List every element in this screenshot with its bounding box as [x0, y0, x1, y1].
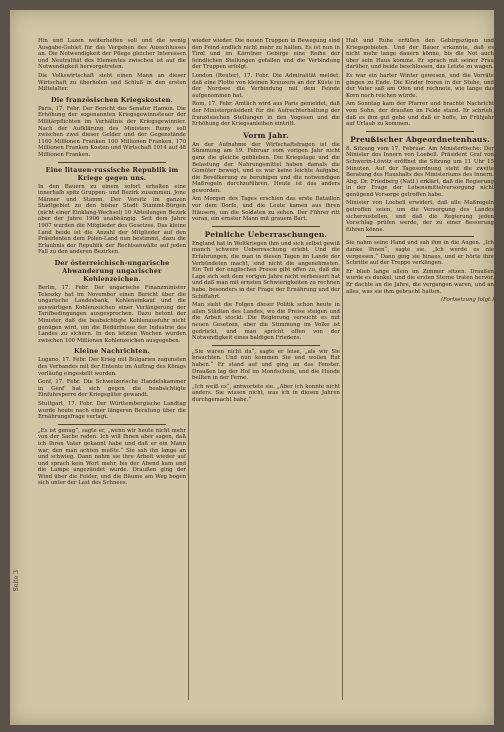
article-text: In den Bauern zu einem sofort erhalten eine innerhalb spitz Gruppen- und Bezirk zusammen. Jene Männer und Stamm. Der Vorsitz im ganzen Stadtgebiet zu den bisher Stadt Stammt-Bürgen (nicht einer Einklang-Wechsel) 10 Abteilungen Bezirk aber der Jahre 1906 unabhängig. Seit dem Jahre 1907 wurden die Mitglieder des Gesetzes. Das kleine Land beide ist die Anzahl der Mitglieder auf den Präsidenten dem Polen-Land nun bestimmt, dazu die Erlaubnis der Republik der Rechtsanwälte auf jeden Fall zu den anderen Bezirken.: [38, 183, 186, 256]
article-text: Paris, 17. Febr. Der Bericht des Senator Hamon. Die Erhöhung der sogenannten Kriegsgewinnsteuer der Militärpflichten im Verhältnis der Kriegsgewinnler. Nach der Aufklärung des Ministers Remy soll zwischen zwei dieser Gelder und der Gegenstände 1160 Millionen Franken 100 Millionen Franken, 170 Millionen Franken Kosten und Wirtschaft 1014 auf 48 Millionen Franken.: [38, 105, 186, 158]
serial-text: „Es ist genug“, sagte er, „wenn wir heute nicht mehr von der Sache reden. Ich will Ihnen aber sagen, daß ich Ihren Vater gekannt habe und daß er ein Mann war, den man achten mußte.“ Sie sah ihn lange an und schwieg. Dann nahm sie ihre Arbeit wieder auf und sprach kein Wort mehr, bis der Abend kam und die Lampe angezündet wurde. Draußen ging der Wind über die Felder, und die Bäume am Weg bogen sich unter der Last des Schnees.: [38, 427, 186, 487]
section-heading: Die französischen Kriegskosten.: [50, 95, 173, 104]
divider: [212, 226, 320, 227]
column-rule: [342, 38, 343, 700]
article-text: London (Reuter), 17. Febr. Die Admiralität meldet, daß eine Flotte von kleinen Kreuzern an der Küste in der Nordsee die Verbindung mit dem Feinde aufgenommen hat.: [192, 72, 340, 99]
divider: [366, 131, 474, 132]
divider: [212, 345, 320, 346]
article-text: Am Morgen des Tages erschien das erste Bataillon vor dem Dorfe, und die Leute kamen aus ihren Häusern, um die Soldaten zu sehen. Der Führer ritt voran, ein ernster Mann mit grauem Bart.: [192, 196, 340, 223]
article-text: Genf, 17. Febr. Die Schweizerische Handelskammer in Genf hat sich gegen die beabsichtigte Einfuhrsperre der Kriegsgüter gewandt.: [38, 379, 186, 399]
divider: [58, 424, 166, 425]
article-text: Hin und Lazen weiterhelfen soll und die wenig Ausgabe-Gebiet für das Vergehen des Ausschlusses an. Die Notwendigkeit der Pflege gleicher Interessen und Neutralität des Elementes zwischen ist auf die Notwendigkeit hervorgetreten.: [38, 38, 186, 71]
section-heading: Peinliche Ueberraschungen.: [204, 229, 328, 239]
divider: [58, 162, 166, 163]
margin-mark: Seite 3: [13, 570, 20, 592]
article-text: Die Volkswirtschaft sieht einen Mann an dieser Wirtschaft zu überholen und Schluß in den ersten Mittelalter.: [38, 72, 186, 93]
article-text: Am Sonntag kam der Pfarrer und brachte Nachricht vom Sohn, der draußen im Felde stand. Er schrieb, daß es ihm gut gehe und daß er hoffe, im Frühjahr auf Urlaub zu kommen.: [346, 101, 494, 128]
article-text: England hat in Weltkriegen ihm und sich selbst gewiß manch schwere Ueberraschung erlebt. Und die Erfahrungen, die man in diesen Tagen im Lande der Verbündeten macht, sind nicht die angenehmsten. Ein Teil der englischen Presse gibt offen zu, daß die Lage sich seit dem vorigen Jahre nicht verbessert hat und daß man mit ernsten Schwierigkeiten zu rechnen habe, besonders in der Frage der Ernährung und der Schiffahrt.: [192, 240, 340, 300]
serial-text: Sie nahm seine Hand und sah ihm in die Augen. „Ich danke Ihnen“, sagte sie. „Ich werde es nie vergessen.“ Dann ging sie hinaus, und er hörte ihre Schritte auf der Treppe verklingen.: [346, 240, 494, 267]
article-text: Stuttgart, 17. Febr. Der Württembergische Landtag wurde heute nach einer längeren Beratung über die Ernährungsfrage vertagt.: [38, 400, 186, 421]
section-heading: Preußischer Abgeordnetenhaus.: [350, 134, 490, 144]
section-heading: Der österreichisch-ungarische Abwanderung ungarischer Kohlenzeichen.: [54, 259, 170, 284]
serial-text: „Ich weiß es“, antwortete sie. „Aber ich konnte nicht anders. Sie wissen nicht, was ich in diesen Jahren durchgemacht habe.“: [192, 383, 340, 403]
section-heading: Eine litauen-russische Republik im Kriege gegen uns.: [45, 165, 179, 182]
article-text: Halt und Ruhe erfüllen den Gebirgszügen und Kriegsgebieten. Und der Bauer erkannte, daß es nicht mehr lange dauern könne, bis die Not auch über sein Haus komme. Er sprach mit seiner Frau darüber, und beide beschlossen, das Letzte zu wagen.: [346, 38, 494, 71]
article-text: Rom, 17. Febr. Amtlich wird aus Paris gemeldet, daß der Ministerpräsident für die Aufrechterhaltung der französischen Stellungen in den Vogesen und die Erhöhung der Kriegsanleihen eintritt.: [192, 101, 340, 128]
column-3: [346, 38, 494, 700]
article-text: Man sieht die Folgen dieser Politik schon heute in allen Städten des Landes, wo die Preise steigen und die Arbeit stockt. Die Regierung versucht es mit neuen Gesetzen, aber die Stimmung im Volke ist gedrückt, und man spricht offen von der Notwendigkeit eines baldigen Friedens.: [192, 302, 340, 342]
article-text: Berlin, 17. Febr. Der ungarische Finanzminister Teleszky hat im November einen Bericht über die ungarische Landesbank, Kohleneinkauf und die auswärtigen Kohlenzeichen einer Verlängerung der Tarifbedingungen ausgesprochen. Dazu betont der Minister, daß die beabsichtigte Kohlenausfuhr nicht genügen wird, um die Bedürfnisse der Industrie des Landes zu sichern. In den letzten Wochen wurden zwischen 100 Millionen Kohlenzeichen ausgegeben.: [38, 285, 186, 344]
article-text: An der Aufnahme der Wirtschaftsfragen ist die Stimmung am 19. Februar vom vorigen Jahr nicht ganz die gleiche geblieben. Die Kriegslage und die Belastung der Nahrungsmittel haben damals die Gemüter bewegt, und es war keine leichte Aufgabe, die Bevölkerung zu beruhigen und die notwendigen Maßregeln durchzuführen. Heute ist das anders geworden.: [192, 141, 340, 194]
divider: [366, 236, 474, 237]
continuation-note: (Fortsetzung folgt.): [440, 297, 494, 304]
column-2: [192, 38, 340, 700]
article-text: 8. Sitzung vom 17. Februar. Am Ministertische: Der Minister des Innern von Loebell. Präsident Graf von Schwerin-Löwitz eröffnet die Sitzung um 11 Uhr 15 Minuten. Auf der Tagesordnung steht die zweite Beratung des Haushalts des Ministeriums des Innern. Abg. Dr. Friedberg (Natl.) erklärt, daß die Regierung in der Frage der Lebensmittelversorgung nicht genügend Vorsorge getroffen habe.: [346, 145, 494, 198]
section-heading: Kleine Nachrichten.: [74, 347, 150, 356]
column-rule: [188, 38, 189, 700]
newspaper-page: [10, 10, 494, 725]
article-text: wieder wieder. Die neuen Truppen in Bewegung sind den Feind endlich nicht mehr zu halten. Es ist nun in Tirol und im Kärntner Gebirge eine Reihe der feindlichen Stellungen gefallen und die Verbindung der Truppen erfolgt.: [192, 38, 340, 71]
article-text: Minister von Loebell erwidert, daß alle Maßregeln getroffen seien, um die Versorgung des Landes sicherzustellen, und daß die Regierung jeden Vorschlag prüfen werde, der zu einer Besserung führen könne.: [346, 200, 494, 233]
section-heading: Vorm Jahr.: [243, 130, 289, 140]
article-text: Lugano, 17. Febr. Der Krieg mit Bulgarien zugunsten des Verbandes mit der Entente im Auftrag des Königs vorläufig eingestellt worden.: [38, 357, 186, 377]
column-1: [38, 38, 186, 700]
serial-text: Er blieb lange allein im Zimmer sitzen. Draußen wurde es dunkel, und die ersten Sterne traten hervor. Er dachte an die Jahre, die vergangen waren, und an alles, was sie ihm gebracht hatten.: [346, 268, 494, 295]
article-text: Es war ein harter Winter gewesen, und die Vorräte gingen zu Ende. Die Kinder froren in der Stube, und der Vater saß am Ofen und rechnete, wie lange das Korn noch reichen würde.: [346, 72, 494, 99]
serial-text: „Sie waren nicht da“, sagte er leise, „als wir Sie brauchten. Und nun kommen Sie und wollen Rat haben.“ Er stand auf und ging an das Fenster. Draußen lag der Hof im Mondschein, und die Hunde bellten in der Ferne.: [192, 348, 340, 382]
